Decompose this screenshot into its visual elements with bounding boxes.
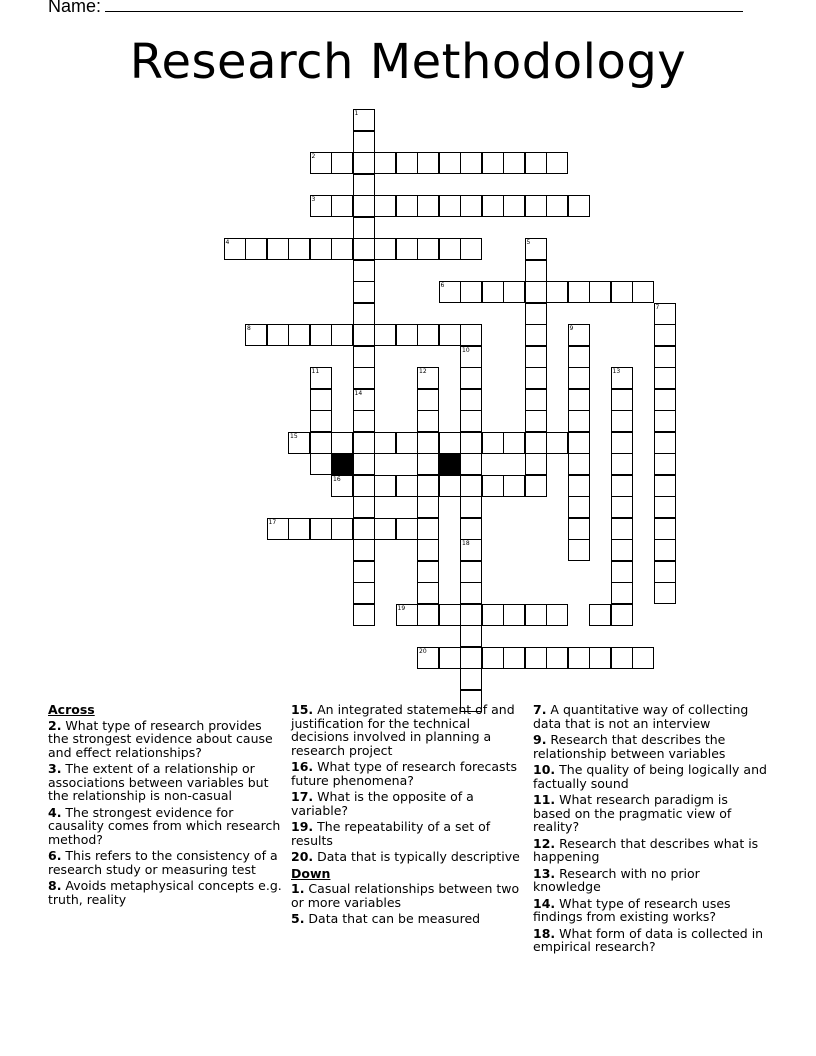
grid-cell[interactable] (417, 496, 439, 518)
grid-cell[interactable] (353, 453, 375, 475)
grid-cell[interactable] (525, 453, 547, 475)
grid-cell[interactable] (353, 281, 375, 303)
grid-cell[interactable] (417, 152, 439, 174)
grid-cell[interactable] (503, 152, 525, 174)
clue-item (291, 882, 527, 909)
grid-cell[interactable] (439, 604, 461, 626)
grid-cell[interactable] (417, 410, 439, 432)
grid-cell[interactable] (353, 475, 375, 497)
clue-text: This refers to the consistency of a research study or measuring test (48, 848, 278, 877)
clue-text: Research that describes the relationship between variables (533, 732, 726, 761)
clue-number-label: 8. (48, 878, 62, 893)
grid-cell[interactable] (568, 518, 590, 540)
grid-cell[interactable] (396, 432, 418, 454)
down-clue-list-continued (533, 703, 769, 954)
grid-cell[interactable] (224, 238, 246, 260)
grid-cell[interactable] (546, 195, 568, 217)
clue-number: 1 (354, 110, 359, 117)
grid-cell[interactable] (245, 238, 267, 260)
clue-number-label: 5. (291, 911, 305, 926)
clue-text: The quality of being logically and factually sound (533, 762, 767, 791)
grid-cell[interactable] (525, 260, 547, 282)
grid-cell[interactable] (632, 647, 654, 669)
clue-text: What form of data is collected in empirical research? (533, 925, 764, 954)
grid-cell[interactable] (396, 604, 418, 626)
clue-number-label: 9. (533, 732, 547, 747)
grid-cell[interactable] (353, 217, 375, 239)
grid-cell[interactable] (611, 453, 633, 475)
grid-cell[interactable] (460, 152, 482, 174)
clue-number-label: 6. (48, 848, 62, 863)
grid-cell[interactable] (546, 152, 568, 174)
clue-number-label: 13. (533, 865, 556, 881)
grid-cell[interactable] (245, 324, 267, 346)
grid-cell[interactable] (310, 518, 332, 540)
grid-cell[interactable] (525, 195, 547, 217)
grid-cell[interactable] (353, 604, 375, 626)
grid-cell[interactable] (396, 518, 418, 540)
clue-item (291, 703, 527, 757)
grid-cell[interactable] (396, 152, 418, 174)
clue-number-label: 15. (291, 702, 314, 717)
clue-number-label: 2. (48, 717, 62, 733)
grid-block (331, 453, 353, 475)
grid-cell[interactable] (417, 475, 439, 497)
grid-cell[interactable] (525, 389, 547, 411)
grid-cell[interactable] (568, 346, 590, 368)
grid-cell[interactable] (525, 152, 547, 174)
grid-cell[interactable] (460, 389, 482, 411)
grid-cell[interactable] (353, 131, 375, 153)
clue-item (48, 806, 284, 847)
grid-cell[interactable] (525, 367, 547, 389)
grid-cell[interactable] (546, 647, 568, 669)
grid-cell[interactable] (288, 518, 310, 540)
grid-cell[interactable] (568, 195, 590, 217)
grid-cell[interactable] (525, 346, 547, 368)
clue-number-label: 7. (533, 702, 547, 717)
grid-cell[interactable] (353, 582, 375, 604)
grid-cell[interactable] (546, 432, 568, 454)
grid-cell[interactable] (525, 604, 547, 626)
grid-cell[interactable] (439, 152, 461, 174)
clue-item (533, 793, 769, 834)
clue-number: 9 (569, 325, 574, 332)
clue-item (533, 867, 769, 894)
grid-cell[interactable] (525, 324, 547, 346)
grid-cell[interactable] (654, 389, 676, 411)
clue-text: Research that describes what is happening (533, 835, 759, 864)
grid-cell[interactable] (288, 238, 310, 260)
across-clue-list (48, 719, 284, 907)
grid-cell[interactable] (460, 410, 482, 432)
grid-cell[interactable] (310, 432, 332, 454)
across-clue-list-continued (291, 703, 527, 864)
grid-cell[interactable] (417, 647, 439, 669)
grid-cell[interactable] (310, 410, 332, 432)
clue-number-label: 11. (533, 792, 556, 807)
grid-cell[interactable] (568, 367, 590, 389)
grid-cell[interactable] (310, 152, 332, 174)
grid-cell[interactable] (611, 518, 633, 540)
grid-cell[interactable] (568, 410, 590, 432)
clue-text: An integrated statement of and justification for the technical decisions involved in planning a research project (291, 702, 515, 758)
grid-cell[interactable] (589, 281, 611, 303)
clues-column-2 (291, 703, 527, 929)
grid-cell[interactable] (288, 324, 310, 346)
grid-cell[interactable] (503, 647, 525, 669)
clue-text: Data that can be measured (304, 911, 481, 926)
grid-cell[interactable] (417, 324, 439, 346)
grid-cell[interactable] (654, 518, 676, 540)
grid-cell[interactable] (654, 582, 676, 604)
name-label: Name: (48, 0, 102, 16)
grid-cell[interactable] (611, 367, 633, 389)
grid-cell[interactable] (611, 604, 633, 626)
clue-text: What research paradigm is based on the pragmatic view of reality? (533, 792, 732, 834)
grid-cell[interactable] (439, 475, 461, 497)
grid-cell[interactable] (525, 410, 547, 432)
grid-cell[interactable] (482, 281, 504, 303)
clue-item (291, 820, 527, 847)
grid-cell[interactable] (331, 152, 353, 174)
clue-item (291, 760, 527, 787)
grid-cell[interactable] (417, 238, 439, 260)
grid-cell[interactable] (331, 518, 353, 540)
clue-text: The repeatability of a set of results (291, 819, 491, 848)
grid-cell[interactable] (310, 195, 332, 217)
grid-cell[interactable] (503, 432, 525, 454)
grid-cell[interactable] (482, 152, 504, 174)
grid-cell[interactable] (568, 647, 590, 669)
grid-cell[interactable] (267, 518, 289, 540)
clue-item (48, 719, 284, 760)
grid-cell[interactable] (331, 238, 353, 260)
clue-item (533, 897, 769, 924)
clue-number: 11 (311, 368, 320, 375)
grid-cell[interactable] (310, 238, 332, 260)
grid-cell[interactable] (611, 432, 633, 454)
grid-cell[interactable] (460, 346, 482, 368)
clue-item (48, 849, 284, 876)
clue-text: The extent of a relationship or associations between variables but the relationship is non-casual (48, 761, 269, 803)
grid-cell[interactable] (417, 604, 439, 626)
clue-item (48, 879, 284, 906)
grid-cell[interactable] (331, 324, 353, 346)
grid-cell[interactable] (396, 475, 418, 497)
grid-cell[interactable] (525, 475, 547, 497)
grid-cell[interactable] (460, 647, 482, 669)
grid-cell[interactable] (310, 389, 332, 411)
clue-number-label: 16. (291, 759, 314, 774)
clue-number-label: 12. (533, 835, 556, 851)
grid-cell[interactable] (331, 195, 353, 217)
clues-column-1 (48, 703, 284, 909)
grid-cell[interactable] (503, 604, 525, 626)
grid-cell[interactable] (525, 647, 547, 669)
grid-cell[interactable] (460, 561, 482, 583)
grid-cell[interactable] (568, 389, 590, 411)
grid-cell[interactable] (396, 324, 418, 346)
grid-cell[interactable] (267, 238, 289, 260)
grid-cell[interactable] (353, 496, 375, 518)
grid-cell[interactable] (654, 539, 676, 561)
grid-cell[interactable] (353, 152, 375, 174)
grid-cell[interactable] (654, 346, 676, 368)
grid-cell[interactable] (288, 432, 310, 454)
grid-cell[interactable] (439, 195, 461, 217)
grid-cell[interactable] (353, 432, 375, 454)
clue-number-label: 20. (291, 849, 314, 864)
grid-cell[interactable] (353, 410, 375, 432)
grid-cell[interactable] (568, 496, 590, 518)
clue-number: 15 (290, 432, 298, 440)
grid-cell[interactable] (654, 410, 676, 432)
grid-cell[interactable] (353, 174, 375, 196)
grid-cell[interactable] (589, 647, 611, 669)
grid-cell[interactable] (460, 539, 482, 561)
clue-text: What is the opposite of a variable? (291, 789, 474, 818)
clue-number-label: 1. (291, 881, 305, 896)
clue-number: 10 (462, 346, 470, 354)
grid-cell[interactable] (331, 432, 353, 454)
clue-item (533, 733, 769, 760)
clue-item (533, 837, 769, 864)
grid-cell[interactable] (482, 604, 504, 626)
grid-cell[interactable] (353, 389, 375, 411)
clue-number: 12 (419, 368, 427, 375)
clue-text: Avoids metaphysical concepts e.g. truth, reality (48, 878, 282, 907)
grid-cell[interactable] (611, 647, 633, 669)
grid-cell[interactable] (331, 475, 353, 497)
clue-number: 16 (333, 475, 341, 483)
grid-cell[interactable] (374, 195, 396, 217)
grid-cell[interactable] (589, 604, 611, 626)
grid-cell[interactable] (353, 346, 375, 368)
clue-number: 19 (397, 604, 406, 612)
grid-cell[interactable] (417, 539, 439, 561)
grid-cell[interactable] (353, 109, 375, 131)
grid-cell[interactable] (503, 281, 525, 303)
grid-cell[interactable] (460, 195, 482, 217)
grid-cell[interactable] (439, 238, 461, 260)
grid-cell[interactable] (460, 238, 482, 260)
grid-cell[interactable] (460, 324, 482, 346)
down-clue-list (291, 882, 527, 926)
grid-cell[interactable] (482, 475, 504, 497)
clue-item (291, 790, 527, 817)
grid-cell[interactable] (568, 453, 590, 475)
grid-cell[interactable] (353, 303, 375, 325)
grid-cell[interactable] (374, 152, 396, 174)
clue-number-label: 3. (48, 761, 62, 776)
clue-number-label: 4. (48, 804, 62, 820)
clues-column-3 (533, 703, 769, 957)
clue-text: The strongest evidence for causality comes from which research method? (48, 804, 281, 847)
grid-cell[interactable] (353, 195, 375, 217)
clue-item (533, 763, 769, 790)
grid-cell[interactable] (611, 281, 633, 303)
clue-number: 17 (268, 518, 277, 526)
grid-cell[interactable] (460, 432, 482, 454)
grid-cell[interactable] (417, 453, 439, 475)
grid-cell[interactable] (374, 238, 396, 260)
clue-number: 14 (354, 389, 363, 397)
grid-cell[interactable] (396, 195, 418, 217)
grid-cell[interactable] (439, 432, 461, 454)
grid-cell[interactable] (460, 496, 482, 518)
grid-cell[interactable] (654, 453, 676, 475)
grid-cell[interactable] (503, 475, 525, 497)
clue-number: 4 (225, 239, 230, 246)
grid-cell[interactable] (460, 625, 482, 647)
grid-cell[interactable] (439, 324, 461, 346)
grid-cell[interactable] (353, 367, 375, 389)
grid-cell[interactable] (482, 432, 504, 454)
grid-cell[interactable] (546, 281, 568, 303)
clue-text: Research with no prior knowledge (533, 865, 700, 894)
clue-number-label: 17. (291, 789, 314, 804)
grid-cell[interactable] (654, 475, 676, 497)
grid-cell[interactable] (439, 281, 461, 303)
grid-cell[interactable] (568, 475, 590, 497)
grid-cell[interactable] (654, 432, 676, 454)
grid-cell[interactable] (460, 604, 482, 626)
grid-cell[interactable] (611, 561, 633, 583)
grid-cell[interactable] (417, 582, 439, 604)
grid-cell[interactable] (310, 367, 332, 389)
clue-item (291, 850, 527, 864)
grid-cell[interactable] (417, 561, 439, 583)
grid-cell[interactable] (611, 389, 633, 411)
grid-cell[interactable] (460, 518, 482, 540)
page-title: Research Methodology (129, 34, 687, 90)
clue-text: What type of research forecasts future phenomena? (291, 759, 517, 788)
grid-cell[interactable] (396, 238, 418, 260)
grid-cell[interactable] (611, 582, 633, 604)
grid-cell[interactable] (611, 539, 633, 561)
grid-cell[interactable] (568, 324, 590, 346)
grid-cell[interactable] (460, 453, 482, 475)
grid-cell[interactable] (525, 238, 547, 260)
clue-number: 18 (462, 540, 470, 547)
grid-cell[interactable] (525, 281, 547, 303)
grid-cell[interactable] (568, 281, 590, 303)
clue-item (533, 927, 769, 954)
grid-cell[interactable] (267, 324, 289, 346)
clue-number: 5 (526, 239, 531, 246)
down-heading: Down (291, 865, 331, 881)
grid-cell[interactable] (611, 496, 633, 518)
clue-text: What type of research provides the strongest evidence about cause and effect relationships? (48, 717, 273, 760)
clue-text: What type of research uses findings from existing works? (533, 895, 731, 924)
grid-cell[interactable] (460, 281, 482, 303)
clue-number: 13 (612, 368, 621, 375)
grid-cell[interactable] (460, 582, 482, 604)
grid-cell[interactable] (611, 475, 633, 497)
grid-cell[interactable] (632, 281, 654, 303)
clue-number: 20 (419, 647, 427, 655)
grid-cell[interactable] (460, 367, 482, 389)
grid-cell[interactable] (417, 195, 439, 217)
grid-cell[interactable] (374, 324, 396, 346)
grid-cell[interactable] (417, 367, 439, 389)
grid-cell[interactable] (654, 303, 676, 325)
clue-item (48, 762, 284, 803)
clue-number-label: 18. (533, 925, 556, 941)
clue-item (533, 703, 769, 730)
grid-cell[interactable] (353, 238, 375, 260)
grid-cell[interactable] (417, 389, 439, 411)
grid-cell[interactable] (568, 539, 590, 561)
grid-cell[interactable] (503, 195, 525, 217)
grid-cell[interactable] (654, 324, 676, 346)
grid-cell[interactable] (439, 647, 461, 669)
grid-cell[interactable] (374, 518, 396, 540)
grid-cell[interactable] (654, 561, 676, 583)
grid-cell[interactable] (417, 518, 439, 540)
clue-text: A quantitative way of collecting data that is not an interview (533, 702, 749, 731)
clue-text: Casual relationships between two or more variables (291, 881, 520, 910)
grid-cell[interactable] (525, 432, 547, 454)
clue-number: 3 (311, 196, 316, 203)
clue-number-label: 19. (291, 819, 314, 834)
grid-cell[interactable] (482, 647, 504, 669)
grid-cell[interactable] (417, 432, 439, 454)
clue-number: 6 (440, 282, 445, 289)
grid-cell[interactable] (374, 432, 396, 454)
clue-text: Data that is typically descriptive (313, 849, 520, 864)
grid-cell[interactable] (374, 475, 396, 497)
clue-number-label: 14. (533, 895, 556, 911)
grid-cell[interactable] (353, 561, 375, 583)
clue-item (291, 912, 527, 926)
grid-cell[interactable] (353, 324, 375, 346)
grid-cell[interactable] (611, 410, 633, 432)
grid-cell[interactable] (654, 367, 676, 389)
clue-number: 8 (247, 325, 251, 332)
grid-cell[interactable] (460, 668, 482, 690)
grid-cell[interactable] (310, 324, 332, 346)
grid-cell[interactable] (546, 604, 568, 626)
grid-cell[interactable] (525, 303, 547, 325)
grid-cell[interactable] (353, 518, 375, 540)
grid-cell[interactable] (482, 195, 504, 217)
grid-cell[interactable] (568, 432, 590, 454)
clue-number-label: 10. (533, 762, 556, 777)
grid-cell[interactable] (654, 496, 676, 518)
grid-cell[interactable] (353, 539, 375, 561)
grid-block (439, 453, 461, 475)
grid-cell[interactable] (353, 260, 375, 282)
grid-cell[interactable] (310, 453, 332, 475)
clue-number: 2 (311, 153, 316, 160)
clue-number: 7 (655, 303, 660, 311)
grid-cell[interactable] (460, 475, 482, 497)
across-heading: Across (48, 702, 95, 717)
